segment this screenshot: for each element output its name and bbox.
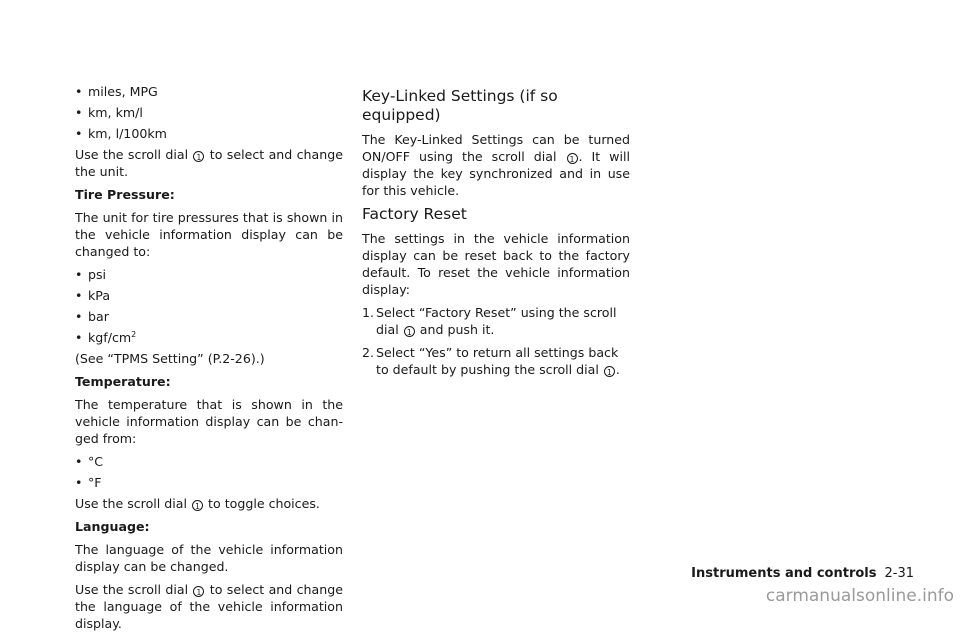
list-item: • kgf/$cm^2$ xyxy=(75,329,137,345)
scroll-dial-icon: 1 xyxy=(404,326,415,337)
key-linked-heading: Key-Linked Settings (if so equipped) xyxy=(362,87,558,124)
tire-pressure-intro: The unit for tire pressures that is shown in the vehicle information display can be changed to: xyxy=(75,210,343,259)
right-column xyxy=(362,83,630,384)
list-item: • psi xyxy=(75,267,107,282)
factory-reset-heading: Factory Reset xyxy=(362,205,467,223)
list-item: 1. Select “Factory Reset” using the scroll dial 1 and push it. xyxy=(362,305,617,337)
list-item: • bar xyxy=(75,309,109,324)
list-item: • °C xyxy=(75,454,104,469)
scroll-dial-icon: 1 xyxy=(604,366,615,377)
watermark: carmanualsonline.info xyxy=(765,586,954,606)
factory-reset-intro: The settings in the vehicle information display can be reset back to the factory default. To reset the vehicle information display: xyxy=(362,231,630,297)
language-heading: Language: xyxy=(75,519,150,534)
temperature-dial-text: Use the scroll dial 1 to toggle choices. xyxy=(75,496,320,511)
scroll-dial-icon: 1 xyxy=(193,151,204,162)
key-linked-text: The Key-Linked Settings can be turned ON/OFF using the scroll dial 1 . It will display the key synchronized and in use for this vehicle. xyxy=(362,132,630,198)
list-item: • °F xyxy=(75,475,102,490)
page-number: 2-31 xyxy=(884,566,914,581)
tire-pressure-heading: Tire Pressure: xyxy=(75,187,175,202)
page-footer xyxy=(691,565,914,582)
tpms-reference: (See “TPMS Setting” (P.2-26).) xyxy=(75,351,265,366)
language-intro: The language of the vehicle information display can be changed. xyxy=(75,542,343,574)
temperature-heading: Temperature: xyxy=(75,374,171,389)
list-item: • km, l/100km xyxy=(75,126,167,141)
units-dial-text: Use the scroll dial 1 to select and change the unit. xyxy=(75,147,343,179)
list-item: 2. Select “Yes” to return all settings back to default by pushing the scroll dial 1 . xyxy=(362,345,620,377)
left-column xyxy=(75,83,343,638)
list-item: • km, km/l xyxy=(75,105,143,120)
list-item: • kPa xyxy=(75,288,111,303)
scroll-dial-icon: 1 xyxy=(193,586,204,597)
list-item: • miles, MPG xyxy=(75,84,158,99)
footer-section-title: Instruments and controls xyxy=(691,566,877,581)
scroll-dial-icon: 1 xyxy=(567,153,578,164)
scroll-dial-icon: 1 xyxy=(192,500,203,511)
temperature-intro: The temperature that is shown in the vehicle information display can be chan-ged from: xyxy=(75,397,343,446)
language-dial-text: Use the scroll dial 1 to select and change the language of the vehicle information display. xyxy=(75,582,343,631)
